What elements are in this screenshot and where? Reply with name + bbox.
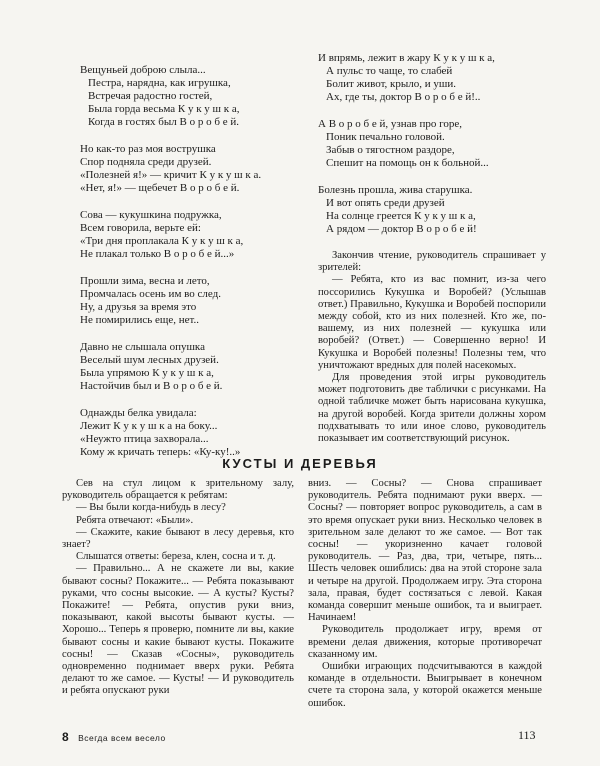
poem-line: А рядом — доктор В о р о б е й! [326, 223, 477, 235]
poem-line: Промчалась осень им во след. [80, 288, 221, 300]
poem-right-column [318, 52, 546, 445]
stanza [80, 64, 310, 129]
footer-magazine [62, 730, 166, 744]
section-title: КУСТЫ И ДЕРЕВЬЯ [222, 456, 378, 471]
poem-line: Ну, а друзья за время это [80, 301, 197, 313]
poem-line: Болезнь прошла, жива старушка. [318, 184, 473, 196]
page-number: 113 [518, 728, 536, 742]
poem-line: Прошли зима, весна и лето, [80, 275, 210, 287]
stanza [80, 209, 310, 261]
poem-line: А В о р о б е й, узнав про горе, [318, 118, 462, 130]
poem-line: Кому ж кричать теперь: «Ку-ку!..» [80, 446, 241, 458]
prose-block [318, 250, 546, 445]
poem-line: Настойчив был и В о р о б е й. [80, 380, 223, 392]
paragraph: Руководитель продолжает игру, время от времени делая движения, которые противоречат сказанному им. [308, 624, 542, 660]
poem-line: И впрямь, лежит в жару К у к у ш к а, [318, 52, 495, 64]
poem-line: Вещуньей доброю слыла... [80, 64, 206, 76]
paragraph: — Вы были когда-нибудь в лесу? [76, 502, 226, 514]
poem-line: «Неужто птица захворала... [80, 433, 209, 445]
poem-line: Спор подняла среди друзей. [80, 156, 212, 168]
paragraph: Слышатся ответы: береза, клен, сосна и т. д. [76, 551, 276, 563]
poem-line: Поник печально головой. [326, 131, 445, 143]
poem-line: Но как-то раз моя вострушка [80, 143, 216, 155]
poem-line: Была горда весьма К у к у ш к а, [88, 103, 240, 115]
poem-line: И вот опять среди друзей [326, 197, 445, 209]
magazine-title: Всегда всем весело [78, 733, 166, 743]
poem-line: Однажды белка увидала: [80, 407, 197, 419]
paragraph: — Правильно... А не скажете ли вы, какие бывают сосны? Покажите... — Ребята показывают руками, что сосны высокие. — А кусты? Кусты? Покажите! — Ребята, опустив руки вниз, показывают, какой высоты бывают кусты. — Хорошо... Теперь я проверю, помните ли вы, какие бывают сосны и какие бывают кусты. Покажите сосны! — Сказав «Сосны», руководитель одновременно поднимает вверх руки. Ребята делают то же самое. — Кусты! — И руководитель и ребята опускают руки [62, 563, 294, 697]
poem-line: На солнце греется К у к у ш к а, [326, 210, 476, 222]
poem-line: Спешит на помощь он к больной... [326, 157, 489, 169]
poem-line: Пестра, нарядна, как игрушка, [88, 77, 231, 89]
stanza [318, 118, 546, 170]
lower-left-column [62, 478, 294, 698]
stanza [80, 143, 310, 195]
paragraph: Сев на стул лицом к зрительному залу, руководитель обращается к ребятам: [62, 478, 294, 502]
poem-line: «Полезней я!» — кричит К у к у ш к а. [80, 169, 262, 181]
poem-line: Была упрямою К у к у ш к а, [80, 367, 214, 379]
poem-line: «Три дня проплакала К у к у ш к а, [80, 235, 244, 247]
poem-line: Когда в гостях был В о р о б е й. [88, 116, 239, 128]
poem-line: Давно не слышала опушка [80, 341, 205, 353]
poem-left-column [80, 64, 310, 473]
paragraph: Ошибки играющих подсчитываются в каждой команде в отдельности. Выигрывает в конечном счете та сторона зала, у которой окажется меньше ошибок. [308, 661, 542, 709]
poem-line: А пульс то чаще, то слабей [326, 65, 453, 77]
stanza [80, 341, 310, 393]
paragraph: Ребята отвечают: «Были». [76, 514, 194, 526]
poem-line: Сова — кукушкина подружка, [80, 209, 222, 221]
poem-line: Не помирились еще, нет.. [80, 314, 199, 326]
stanza [318, 184, 546, 236]
paragraph: вниз. — Сосны? — Снова спрашивает руководитель. Ребята поднимают руки вверх. — Сосны? — повторяет вопрос руководитель, а сам в это время опускает руки вниз. Несколько человек в зрительном зале делают то же самое. — Вот так сосны! — укоризненно качает головой руководитель. — Раз, два, три, четыре, пять... Шесть человек ошиблись: два на этой стороне зала и четыре на другой. Продолжаем игру. Эта сторона зала, правая, будет состязаться с левой. Какая команда совершит меньше ошибок, та и выиграет. Начинаем! [308, 478, 542, 624]
paragraph: Закончив чтение, руководитель спрашивает у зрителей: [318, 250, 546, 274]
poem-line: Забыв о тягостном раздоре, [326, 144, 455, 156]
poem-line: Лежит К у к у ш к а на боку... [80, 420, 218, 432]
poem-line: Веселый шум лесных друзей. [80, 354, 219, 366]
lower-right-column [308, 478, 542, 710]
paragraph: Для проведения этой игры руководитель может подготовить две таблички с рисунками. На одной табличке может быть нарисована кукушка, на другой воробей. Когда зрители должны хором подхватывать то или иное слово, руководитель показывает им соответствующий рисунок. [318, 372, 546, 445]
stanza [318, 52, 546, 104]
paragraph: — Ребята, кто из вас помнит, из-за чего поссорились Кукушка и Воробей? (Услышав ответ.) Правильно, Кукушка и Воробей поспорили между собой, кто из них полезней. Кто же, по-вашему, из них полезней — кукушка или воробей? (Ответ.) — Совершенно верно! И Кукушка и Воробей полезны! Полезны тем, что уничтожают вредных для полей насекомых. [318, 274, 546, 371]
paragraph: — Скажите, какие бывают в лесу деревья, кто знает? [62, 526, 294, 551]
issue-number: 8 [62, 730, 70, 744]
poem-line: Всем говорила, верьте ей: [80, 222, 201, 234]
poem-line: Не плакал только В о р о б е й...» [80, 248, 235, 260]
stanza [80, 407, 310, 459]
poem-line: Болит живот, крыло, и уши. [326, 78, 457, 90]
poem-line: Встречая радостно гостей, [88, 90, 213, 102]
poem-line: Ах, где ты, доктор В о р о б е й!.. [326, 91, 481, 103]
poem-line: «Нет, я!» — щебечет В о р о б е й. [80, 182, 240, 194]
stanza [80, 275, 310, 327]
